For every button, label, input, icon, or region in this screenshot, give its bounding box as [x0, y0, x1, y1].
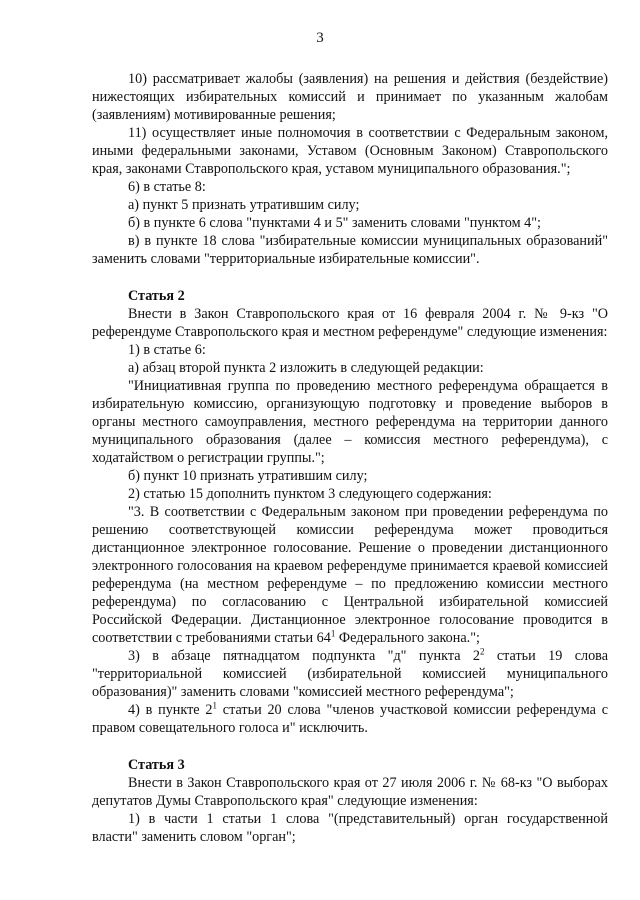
superscript: 1: [330, 628, 336, 639]
paragraph: [92, 647, 608, 701]
paragraph: б) в пункте 6 слова "пунктами 4 и 5" заменить словами "пунктом 4";: [128, 215, 541, 231]
text-run: статьи 19 слова "территориальной комиссией (избирательной комиссией муниципального образования)" заменить словами "комиссией местного референдума";: [92, 648, 608, 700]
text-run: "3. В соответствии с Федеральным законом при проведении референдума по решению соответствующей комиссии референдума может проводиться дистанционное электронное голосование. Решение о проведении дистанционного электронного голосования на краевом референдуме принимается краевой комиссией референдума (на местном референдуме – по предложению комиссии местного референдума) по согласованию с Центральной избирательной комиссией Российской Федерации. Дистанционное электронное голосование проводится в соответствии с требованиями статьи 64: [92, 504, 608, 646]
section-gap: [92, 737, 608, 756]
document-body: [92, 70, 608, 846]
paragraph: [92, 503, 608, 647]
paragraph: 6) в статье 8:: [128, 179, 206, 195]
paragraph: 2) статью 15 дополнить пунктом 3 следующего содержания:: [128, 486, 492, 502]
paragraph: [92, 701, 608, 737]
paragraph: б) пункт 10 признать утратившим силу;: [128, 468, 368, 484]
paragraph: Внести в Закон Ставропольского края от 27 июля 2006 г. № 68-кз "О выборах депутатов Думы Ставропольского края" следующие изменения:: [92, 775, 608, 809]
superscript: 2: [480, 646, 485, 657]
paragraph: в) в пункте 18 слова "избирательные комиссии муниципальных образований" заменить словами "территориальные избирательные комиссии".: [92, 233, 608, 267]
paragraph: Внести в Закон Ставропольского края от 16 февраля 2004 г. № 9-кз "О референдуме Ставропольского края и местном референдуме" следующие изменения:: [92, 306, 608, 340]
text-run: Федерального закона.";: [335, 630, 480, 646]
text-run: статьи 20 слова "членов участковой комиссии референдума с правом совещательного голоса и" исключить.: [92, 702, 608, 736]
paragraph: а) пункт 5 признать утратившим силу;: [128, 197, 360, 213]
paragraph: 10) рассматривает жалобы (заявления) на решения и действия (бездействие) нижестоящих избирательных комиссий и принимает по указанным жалобам (заявлениям) мотивированные решения;: [92, 71, 608, 123]
paragraph: 11) осуществляет иные полномочия в соответствии с Федеральным законом, иными федеральными законами, Уставом (Основным Законом) Ставропольского края, законами Ставропольского края, уставом муниципального образования.";: [92, 125, 608, 177]
article-heading: Статья 2: [128, 288, 185, 304]
section-gap: [92, 268, 608, 287]
text-run: 3) в абзаце пятнадцатом подпункта "д" пункта 2: [128, 648, 480, 664]
paragraph: 1) в статье 6:: [128, 342, 206, 358]
page-number: 3: [316, 30, 324, 46]
paragraph: а) абзац второй пункта 2 изложить в следующей редакции:: [128, 360, 484, 376]
text-run: 4) в пункте 2: [128, 702, 213, 718]
paragraph: "Инициативная группа по проведению местного референдума обращается в избирательную комиссию, организующую подготовку и проведение выборов в органы местного самоуправления, местного референдума на территории данного муниципального образования (далее – комиссия местного референдума), с ходатайством о регистрации группы.";: [92, 378, 608, 466]
paragraph: 1) в части 1 статьи 1 слова "(представительный) орган государственной власти" заменить словом "орган";: [92, 811, 608, 845]
superscript: 1: [212, 700, 217, 711]
article-heading: Статья 3: [128, 757, 185, 773]
